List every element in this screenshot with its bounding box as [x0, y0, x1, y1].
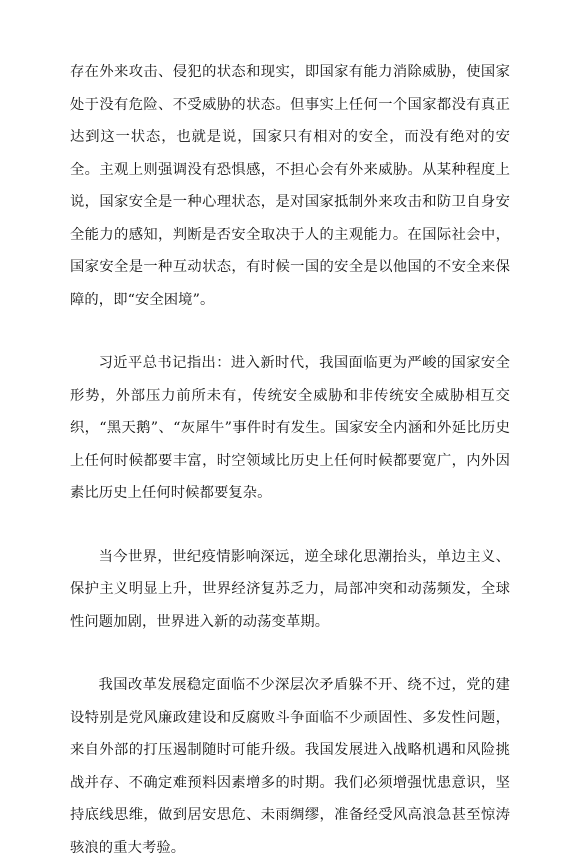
document-page: [70, 56, 510, 864]
paragraph-4: 我国改革发展稳定面临不少深层次矛盾躲不开、绕不过，党的建设特别是党风廉政建设和反腐败斗争面临不少顽固性、多发性问题，来自外部的打压遏制随时可能升级。我国发展进入战略机遇和风险挑战并存、不确定难预料因素增多的时期。我们必须增强忧患意识，坚持底线思维，做到居安思危、未雨绸缪，准备经受风高浪急甚至惊涛骇浪的重大考验。: [70, 677, 510, 856]
paragraph-1: 存在外来攻击、侵犯的状态和现实，即国家有能力消除威胁，使国家处于没有危险、不受威胁的状态。但事实上任何一个国家都没有真正达到这一状态，也就是说，国家只有相对的安全，而没有绝对的安全。主观上则强调没有恐惧感，不担心会有外来威胁。从某种程度上说，国家安全是一种心理状态，是对国家抵制外来攻击和防卫自身安全能力的感知，判断是否安全取决于人的主观能力。在国际社会中，国家安全是一种互动状态，有时候一国的安全是以他国的不安全来保障的，即“安全困境”。: [70, 64, 510, 308]
paragraph-3: 当今世界，世纪疫情影响深远，逆全球化思潮抬头，单边主义、保护主义明显上升，世界经济复苏乏力，局部冲突和动荡频发，全球性问题加剧，世界进入新的动荡变革期。: [70, 548, 510, 630]
paragraph-2: 习近平总书记指出：进入新时代，我国面临更为严峻的国家安全形势，外部压力前所未有，传统安全威胁和非传统安全威胁相互交织，“黑天鹅”、“灰犀牛”事件时有发生。国家安全内涵和外延比历史上任何时候都要丰富，时空领域比历史上任何时候都要宽广，内外因素比历史上任何时候都要复杂。: [70, 355, 510, 501]
